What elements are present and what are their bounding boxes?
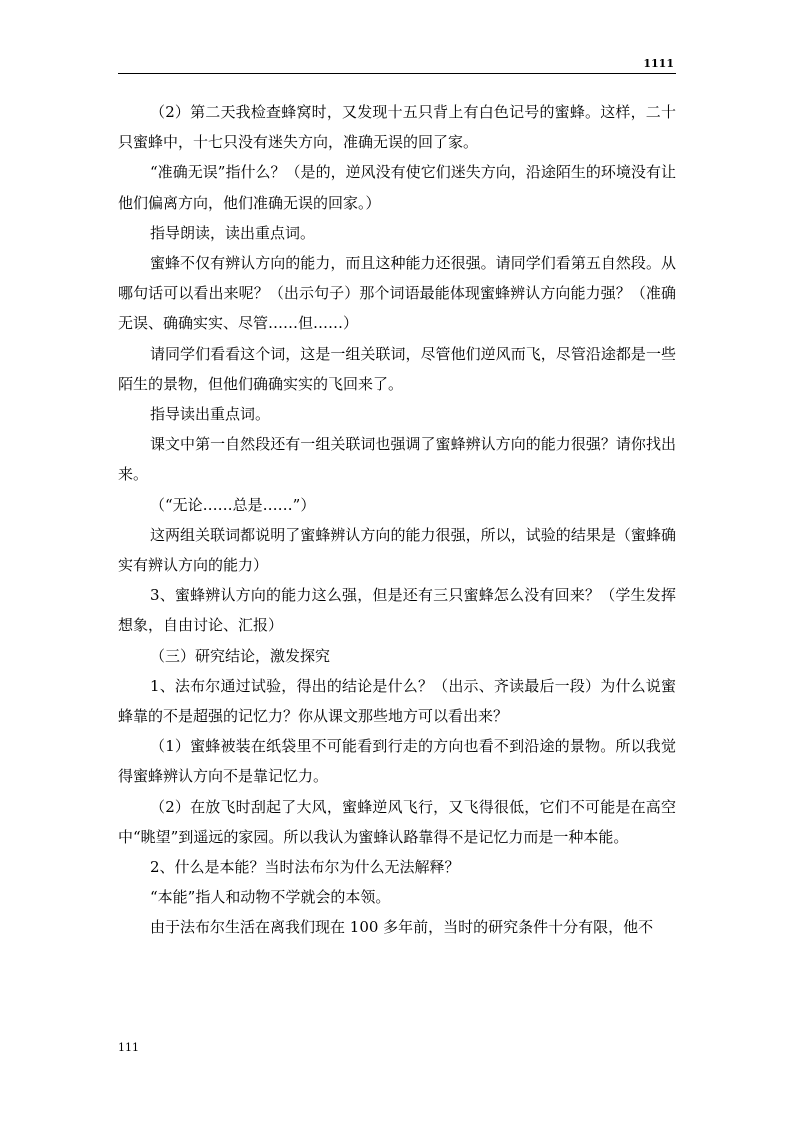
- paragraph: 这两组关联词都说明了蜜蜂辨认方向的能力很强，所以，试验的结果是（蜜蜂确实有辨认方向的能力）: [118, 525, 676, 575]
- paragraph: 指导读出重点词。: [150, 405, 271, 424]
- paragraph: 2、什么是本能？当时法布尔为什么无法解释？: [150, 858, 460, 877]
- section-heading: （三）研究结论，激发探究: [150, 646, 331, 665]
- paragraph: 指导朗读，读出重点词。: [150, 223, 316, 242]
- paragraph: （2）在放飞时刮起了大风，蜜蜂逆风飞行，又飞得很低，它们不可能是在高空中“眺望”到遥远的家园。所以我认为蜜蜂认路靠得不是记忆力而是一种本能。: [118, 797, 676, 846]
- paragraph: 由于法布尔生活在离我们现在 100 多年前，当时的研究条件十分有限，他不: [150, 918, 654, 937]
- paragraph: “准确无误”指什么？（是的，逆风没有使它们迷失方向，沿途陌生的环境没有让他们偏离方向，他们准确无误的回家。）: [118, 163, 676, 212]
- paragraph: 课文中第一自然段还有一组关联词也强调了蜜蜂辨认方向的能力很强？请你找出来。: [118, 435, 676, 484]
- paragraph: 3、蜜蜂辨认方向的能力这么强，但是还有三只蜜蜂怎么没有回来？（学生发挥想象，自由讨论、汇报）: [118, 586, 676, 635]
- paragraph: “本能”指人和动物不学就会的本领。: [150, 888, 391, 907]
- paragraph: 蜜蜂不仅有辨认方向的能力，而且这种能力还很强。请同学们看第五自然段。从哪句话可以看出来呢？（出示句子）那个词语最能体现蜜蜂辨认方向能力强？（准确无误、确确实实、尽管……但……）: [118, 254, 676, 333]
- paragraph: 1、法布尔通过试验，得出的结论是什么？（出示、齐读最后一段）为什么说蜜蜂靠的不是超强的记忆力？你从课文那些地方可以看出来？: [118, 676, 676, 726]
- paragraph: （1）蜜蜂被装在纸袋里不可能看到行走的方向也看不到沿途的景物。所以我觉得蜜蜂辨认方向不是靠记忆力。: [118, 737, 676, 786]
- header-page-number: 1111: [643, 57, 674, 70]
- paragraph: 请同学们看看这个词，这是一组关联词，尽管他们逆风而飞，尽管沿途都是一些陌生的景物，但他们确确实实的飞回来了。: [118, 344, 676, 393]
- paragraph: （“无论……总是……”）: [150, 495, 316, 514]
- header-rule: [118, 73, 676, 74]
- body-text: [118, 97, 676, 943]
- footer-page-number: 111: [118, 1041, 139, 1054]
- paragraph: （2）第二天我检查蜂窝时，又发现十五只背上有白色记号的蜜蜂。这样，二十只蜜蜂中，十七只没有迷失方向，准确无误的回了家。: [118, 103, 676, 152]
